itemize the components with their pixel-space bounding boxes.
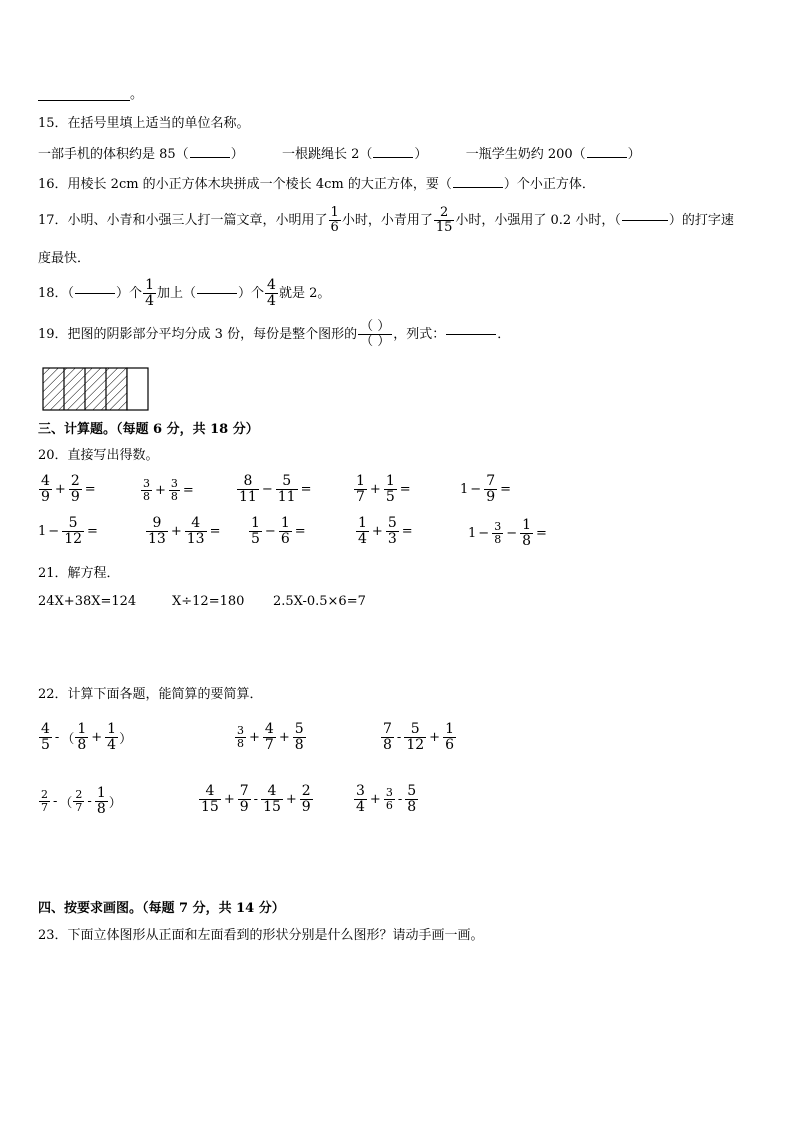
q20-title: 20．直接写出得数。 xyxy=(38,448,159,463)
q16: 16．用棱长 2cm 的小正方体木块拼成一个棱长 4cm 的大正方体，要（ ）个小正方体． xyxy=(38,177,595,192)
answer-fraction[interactable]: $\frac{( )}{( )}$ xyxy=(360,319,391,349)
q20-expr-7: $\frac{9}{13}$ + $\frac{4}{13}$ = xyxy=(148,515,221,547)
q21-title: 21．解方程． xyxy=(38,566,120,581)
q20-expr-9: $\frac{1}{4}$ + $\frac{5}{3}$ = xyxy=(358,515,413,547)
answer-blank[interactable] xyxy=(75,293,115,294)
q18: 18．（ ）个 $\frac{1}{4}$ 加上（ ）个 $\frac{4}{4}$ 就是 2。 xyxy=(38,277,331,309)
q20-expr-10: 1 − $\frac{3}{8}$ − $\frac{1}{8}$ = xyxy=(468,517,547,549)
previous-answer-line: 。 xyxy=(38,88,143,101)
section-4-heading: 四、按要求画图。（每题 7 分，共 14 分） xyxy=(38,901,285,916)
fraction: $\frac{1}{6}$ xyxy=(330,205,339,235)
answer-blank[interactable] xyxy=(373,157,413,158)
q20-expr-3: $\frac{8}{11}$ − $\frac{5}{11}$ = xyxy=(239,473,312,505)
answer-blank[interactable] xyxy=(38,99,130,101)
q15-title: 15．在括号里填上适当的单位名称。 xyxy=(38,116,250,131)
q22-expr-4: $\frac{2}{7}$ - （ $\frac{2}{7}$ - $\frac{1}{8}$ ） xyxy=(41,785,122,817)
q22-expr-2: $\frac{3}{8}$ + $\frac{4}{7}$ + $\frac{5}{8}$ xyxy=(237,721,304,753)
fraction: $\frac{1}{4}$ xyxy=(145,277,154,309)
q20-expr-5: 1 − $\frac{7}{9}$ = xyxy=(460,473,512,505)
q23-title: 23．下面立体图形从正面和左面看到的形状分别是什么图形？请动手画一画。 xyxy=(38,928,484,943)
q22-expr-5: $\frac{4}{15}$ + $\frac{7}{9}$ - $\frac{4}{15}$ + $\frac{2}{9}$ xyxy=(201,783,311,815)
fraction: $\frac{4}{4}$ xyxy=(267,277,276,309)
q22-expr-6: $\frac{3}{4}$ + $\frac{3}{6}$ - $\frac{5}{8}$ xyxy=(356,783,417,815)
answer-blank[interactable] xyxy=(197,293,237,294)
q15-items: 一部手机的体积约是 85（ ） 一根跳绳长 2（ ） 一瓶学生奶约 200（ ） xyxy=(38,147,641,162)
q20-expr-6: 1 − $\frac{5}{12}$ = xyxy=(38,515,98,547)
q19: 19．把图的阴影部分平均分成 3 份，每份是整个图形的 $\frac{( )}{( )}$ ，列式： ． xyxy=(38,319,511,349)
q21-eq-3: 2.5X-0.5×6=7 xyxy=(273,594,366,609)
answer-blank[interactable] xyxy=(453,187,503,188)
q17: 17．小明、小青和小强三人打一篇文章，小明用了 $\frac{1}{6}$ 小时，小青用了 $\frac{2}{15}$ 小时，小强用了 0.2 小时，（ ）的打字速 xyxy=(38,205,734,235)
q17-line2: 度最快． xyxy=(38,251,91,266)
q20-expr-8: $\frac{1}{5}$ − $\frac{1}{6}$ = xyxy=(251,515,306,547)
answer-blank[interactable] xyxy=(622,220,668,221)
q20-expr-2: $\frac{3}{8}$ + $\frac{3}{8}$ = xyxy=(143,477,194,503)
answer-blank[interactable] xyxy=(446,334,496,335)
q20-expr-4: $\frac{1}{7}$ + $\frac{1}{5}$ = xyxy=(356,473,411,505)
shaded-rectangle-figure xyxy=(42,367,150,411)
section-3-heading: 三、计算题。（每题 6 分，共 18 分） xyxy=(38,422,259,437)
q21-eq-2: X÷12=180 xyxy=(172,594,245,609)
q22-expr-3: $\frac{7}{8}$ - $\frac{5}{12}$ + $\frac{1}{6}$ xyxy=(383,721,454,753)
q20-expr-1: $\frac{4}{9}$ + $\frac{2}{9}$ = xyxy=(41,473,96,505)
answer-blank[interactable] xyxy=(190,157,230,158)
q22-expr-1: $\frac{4}{5}$ - （ $\frac{1}{8}$ + $\frac{1}{4}$ ） xyxy=(41,721,133,753)
answer-blank[interactable] xyxy=(587,157,627,158)
q21-eq-1: 24X+38X=124 xyxy=(38,594,137,609)
q22-title: 22．计算下面各题，能简算的要简算． xyxy=(38,687,263,702)
fraction: $\frac{2}{15}$ xyxy=(435,205,453,235)
